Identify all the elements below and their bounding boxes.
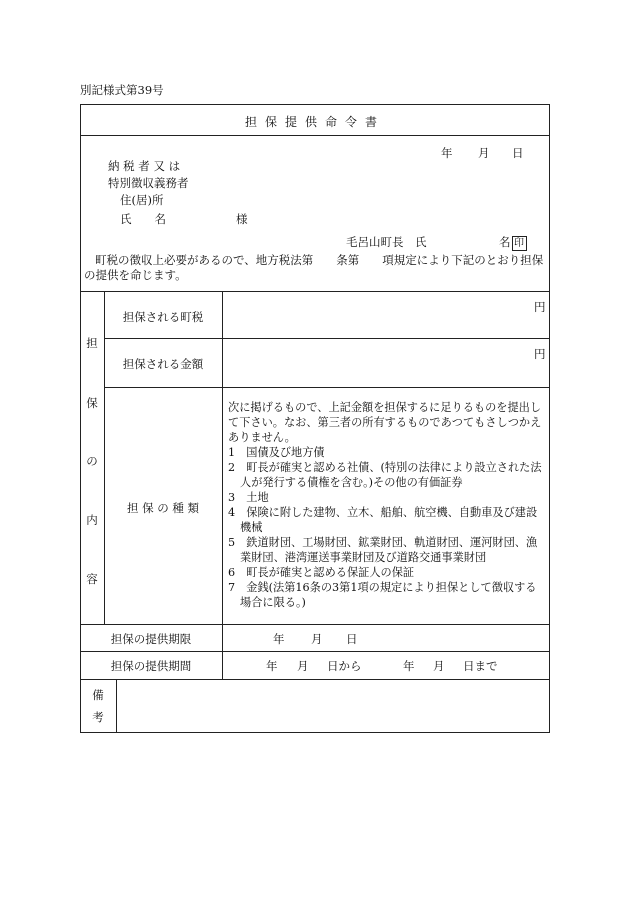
- content-heading-char: の: [86, 454, 98, 468]
- security-type-label: 担 保 の 種 類: [126, 501, 200, 515]
- content-heading-char: 保: [86, 396, 98, 410]
- security-item: 2 町長が確実と認める社債、(特別の法律により設立された法人が発行する債権を含む。)その他の有価証券: [228, 461, 542, 489]
- security-item: 1 国債及び地方債: [228, 446, 325, 459]
- period-to-day: 日まで: [463, 659, 498, 673]
- deadline-label: 担保の提供期限: [110, 632, 192, 646]
- divider: [116, 679, 117, 733]
- security-item: 4 保険に附した建物、立木、船舶、航空機、自動車及び建設機械: [228, 506, 538, 534]
- security-intro: 次に掲げるもので、上記金額を担保するに足りるものを提出して下さい。なお、第三者の所有するものであつてもさしつかえありません。: [228, 401, 542, 444]
- content-heading-char: 内: [86, 513, 98, 527]
- deadline-year: 年: [273, 632, 285, 646]
- recipient-line1: 納 税 者 又 は: [108, 159, 181, 173]
- period-label: 担保の提供期間: [110, 659, 192, 673]
- security-item: 7 金銭(法第16条の3第1項の規定により担保として徴収する場合に限る。): [228, 581, 537, 609]
- security-item: 6 町長が確実と認める保証人の保証: [228, 566, 415, 579]
- period-to-month: 月: [433, 659, 445, 673]
- divider: [104, 291, 105, 624]
- divider: [104, 338, 550, 339]
- date-month-label: 月: [478, 146, 490, 160]
- issuer-name-suffix: [499, 234, 527, 251]
- name-label: 氏 名: [120, 212, 166, 226]
- period-from-year: 年: [266, 659, 278, 673]
- remarks-char: 考: [92, 710, 104, 724]
- recipient-line2: 特別徴収義務者: [108, 176, 189, 190]
- remarks-char: 備: [92, 688, 104, 702]
- security-types: [228, 400, 546, 610]
- date-day-label: 日: [512, 146, 524, 160]
- divider: [80, 651, 550, 652]
- security-item: 5 鉄道財団、工場財団、鉱業財団、軌道財団、運河財団、漁業財団、港湾運送事業財団及び道路交通事業財団: [228, 536, 538, 564]
- address-label: 住(居)所: [120, 193, 164, 207]
- content-heading-char: 担: [86, 336, 98, 350]
- divider: [80, 291, 550, 292]
- content-heading: [80, 291, 104, 624]
- deadline-day: 日: [346, 632, 358, 646]
- divider: [222, 291, 223, 679]
- divider: [104, 387, 550, 388]
- amount-yen: 円: [534, 347, 546, 361]
- security-item: 3 土地: [228, 491, 269, 504]
- tax-label: 担保される町税: [122, 310, 204, 324]
- date-year-label: 年: [441, 146, 453, 160]
- tax-yen: 円: [534, 300, 546, 314]
- issuer-name-char: 名: [499, 235, 511, 249]
- remarks-heading: [80, 679, 116, 733]
- divider: [80, 135, 550, 136]
- instruction-text: 町税の徴収上必要があるので、地方税法第 条第 項規定により下記のとおり担保の提供を命じます。: [84, 253, 544, 282]
- divider: [80, 624, 550, 625]
- honorific: 様: [236, 212, 248, 226]
- period-to-year: 年: [403, 659, 415, 673]
- seal-mark: 印: [512, 236, 527, 251]
- document-title: 担保提供命令書: [244, 115, 385, 129]
- period-from-day: 日から: [327, 659, 362, 673]
- issuer-title: 毛呂山町長 氏: [346, 235, 427, 249]
- form-number: 別記様式第39号: [80, 83, 164, 97]
- period-from-month: 月: [297, 659, 309, 673]
- content-heading-char: 容: [86, 572, 98, 586]
- deadline-month: 月: [311, 632, 323, 646]
- divider: [80, 679, 550, 680]
- amount-label: 担保される金額: [122, 357, 204, 371]
